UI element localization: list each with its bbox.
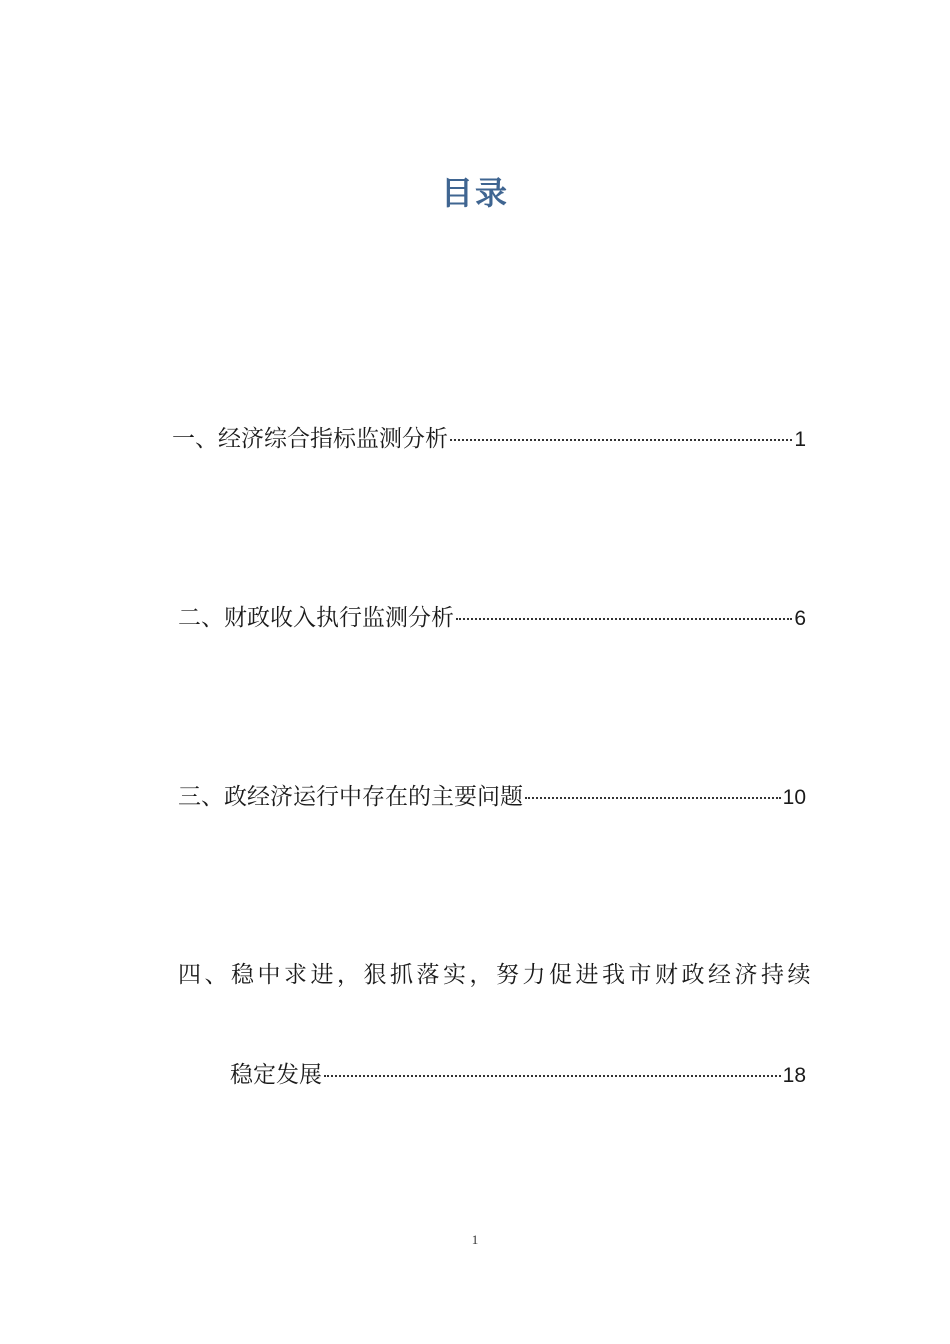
toc-entry-4-line2[interactable] (230, 1059, 806, 1092)
dot-leader (324, 1075, 781, 1077)
toc-entry-label: 二、财政收入执行监测分析 (178, 605, 454, 631)
dot-leader (525, 797, 781, 799)
toc-entry-label: 稳定发展 (230, 1062, 322, 1088)
toc-entry-page: 18 (782, 1064, 806, 1087)
toc-entry-3[interactable] (178, 781, 806, 814)
toc-entry-page: 10 (782, 786, 806, 809)
toc-entry-2[interactable] (178, 602, 806, 635)
toc-entry-label: 一、经济综合指标监测分析 (172, 426, 448, 452)
toc-entry-page: 6 (794, 607, 806, 630)
toc-entry-1[interactable] (172, 423, 806, 456)
dot-leader (456, 618, 792, 620)
footer-page-number: 1 (471, 1232, 479, 1247)
dot-leader (450, 439, 792, 441)
toc-entry-page: 1 (794, 428, 806, 451)
toc-entry-label: 三、政经济运行中存在的主要问题 (178, 784, 523, 810)
toc-title: 目录 (440, 174, 509, 212)
toc-entry-4-line1[interactable]: 四、稳中求进，狠抓落实，努力促进我市财政经济持续 (178, 962, 814, 988)
